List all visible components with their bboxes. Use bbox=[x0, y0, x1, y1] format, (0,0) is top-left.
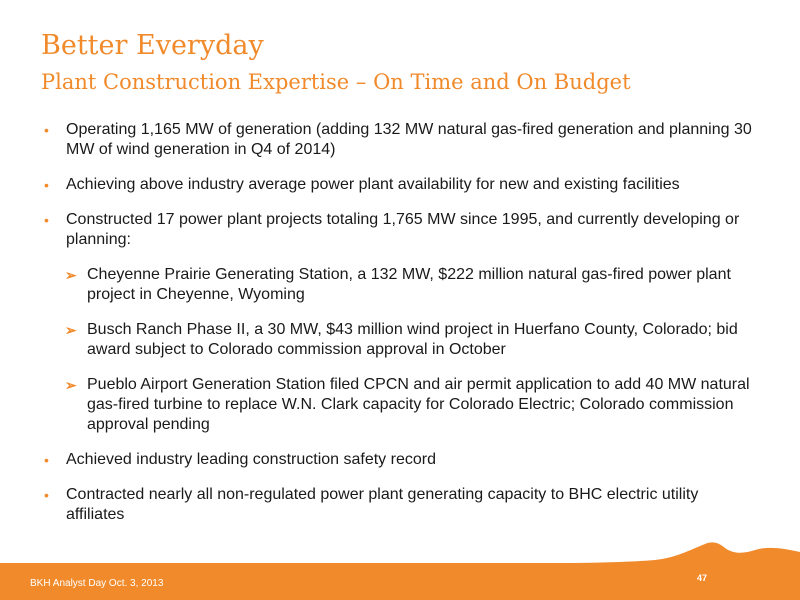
bullet-item bbox=[44, 450, 754, 470]
sub-bullet-item bbox=[65, 320, 754, 360]
sub-bullet-text: Cheyenne Prairie Generating Station, a 132 MW, $222 million natural gas-fired power plant project in Cheyenne, Wyoming bbox=[87, 266, 731, 303]
footer-event-text: BKH Analyst Day Oct. 3, 2013 bbox=[30, 578, 164, 589]
bullet-icon: • bbox=[44, 452, 49, 468]
arrow-bullet-icon: ➢ bbox=[65, 322, 77, 338]
bullet-text: Achieving above industry average power plant availability for new and existing facilities bbox=[66, 176, 680, 193]
slide-subtitle: Plant Construction Expertise – On Time and On Budget bbox=[41, 70, 631, 94]
bullet-item bbox=[44, 210, 754, 250]
bullet-text: Achieved industry leading construction safety record bbox=[66, 451, 436, 468]
slide-title: Better Everyday bbox=[41, 30, 264, 61]
sub-bullet-text: Pueblo Airport Generation Station filed CPCN and air permit application to add 40 MW natural gas-fired turbine to replace W.N. Clark capacity for Colorado Electric; Colorado commission approval pending bbox=[87, 376, 750, 433]
arrow-bullet-icon: ➢ bbox=[65, 267, 77, 283]
bullet-text: Constructed 17 power plant projects totaling 1,765 MW since 1995, and currently developing or planning: bbox=[66, 211, 740, 248]
bullet-icon: • bbox=[44, 487, 49, 503]
sub-bullet-text: Busch Ranch Phase II, a 30 MW, $43 million wind project in Huerfano County, Colorado; bid award subject to Colorado commission approval in October bbox=[87, 321, 738, 358]
bullet-icon: • bbox=[44, 177, 49, 193]
bullet-icon: • bbox=[44, 122, 49, 138]
sub-bullet-item bbox=[65, 265, 754, 305]
bullet-item bbox=[44, 175, 754, 195]
bullet-text: Operating 1,165 MW of generation (adding 132 MW natural gas-fired generation and planning 30 MW of wind generation in Q4 of 2014) bbox=[66, 121, 752, 158]
page-number: 47 bbox=[697, 573, 708, 583]
bullet-item bbox=[44, 120, 754, 160]
bullet-text: Contracted nearly all non-regulated power plant generating capacity to BHC electric utility affiliates bbox=[66, 486, 699, 523]
bullet-list bbox=[44, 120, 754, 540]
bullet-icon: • bbox=[44, 212, 49, 228]
footer-wave-band bbox=[0, 540, 800, 600]
sub-bullet-item bbox=[65, 375, 754, 435]
arrow-bullet-icon: ➢ bbox=[65, 377, 77, 393]
bullet-item bbox=[44, 485, 754, 525]
